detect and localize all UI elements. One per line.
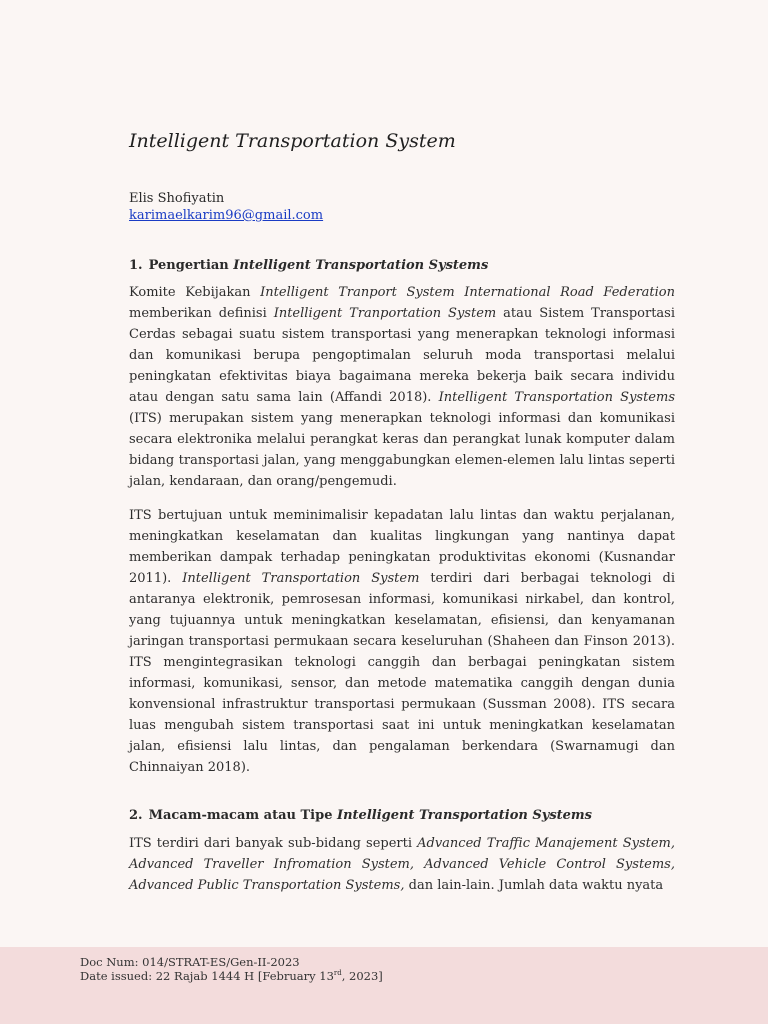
italic-run: Intelligent Tranportation System <box>273 306 497 321</box>
section-1-heading-text: Pengertian <box>148 258 234 273</box>
italic-run: Intelligent Tranport System International Road Federation <box>260 285 675 300</box>
section-1-paragraph-1 <box>129 282 675 492</box>
section-2-heading-italic: Intelligent Transportation Systems <box>337 808 592 823</box>
section-1-paragraph-2 <box>129 505 675 778</box>
doc-number: Doc Num: 014/STRAT-ES/Gen-II-2023 <box>80 955 300 969</box>
italic-run: Advanced Traffic Manajement System, Advanced Traveller Infromation System, Advanced Vehicle Control Systems, Advanced Public Transportation Systems, <box>129 836 675 893</box>
section-1-heading <box>129 258 488 273</box>
section-2-number: 2. <box>129 808 143 823</box>
text-run: dan lain-lain. Jumlah data waktu nyata <box>404 878 664 893</box>
date-issued-ordinal: rd <box>333 969 342 978</box>
section-1-number: 1. <box>129 258 143 273</box>
text-run: Komite Kebijakan <box>129 285 261 300</box>
section-2-paragraph-1 <box>129 833 675 896</box>
italic-run: Intelligent Transportation Systems <box>438 390 676 405</box>
date-issued <box>80 969 383 983</box>
text-run: atau Sistem Transportasi Cerdas sebagai suatu sistem transportasi yang menerapkan teknologi informasi dan komunikasi berupa pengoptimalan seluruh moda transportasi melalui peningkatan efektivitas biaya bagaimana mereka bekerja baik secara individu atau dengan satu sama lain (Affandi 2018). <box>129 306 676 405</box>
text-run: ITS bertujuan untuk meminimalisir kepadatan lalu lintas dan waktu perjalanan, meningkatkan keselamatan dan kualitas lingkungan yang nantinya dapat memberikan dampak terhadap peningkatan produktivitas ekonomi (Kusnandar 2011). <box>129 508 675 586</box>
date-issued-text: Date issued: 22 Rajab 1444 H [February 13 <box>80 969 334 983</box>
document-title: Intelligent Transportation System <box>129 130 456 152</box>
text-run: ITS terdiri dari banyak sub-bidang seperti <box>129 836 418 851</box>
document-footer <box>0 947 768 1024</box>
section-2-heading-text: Macam-macam atau Tipe <box>148 808 338 823</box>
section-2-heading <box>129 808 592 823</box>
text-run: terdiri dari berbagai teknologi di antaranya elektronik, pemrosesan informasi, komunikasi nirkabel, dan kontrol, yang tujuannya untuk meningkatkan keselamatan, efisiensi, dan kenyamanan jaringan transportasi permukaan secara keseluruhan (Shaheen dan Finson 2013). ITS mengintegrasikan teknologi canggih dan berbagai peningkatan sistem informasi, komunikasi, sensor, dan metode matematika canggih dengan dunia konvensional infrastruktur transportasi permukaan (Sussman 2008). ITS secara luas mengubah sistem transportasi saat ini untuk meningkatkan keselamatan jalan, efisiensi lalu lintas, dan pengalaman berkendara (Swarnamugi dan Chinnaiyan 2018). <box>129 571 675 775</box>
italic-run: Intelligent Transportation System <box>182 571 420 586</box>
date-issued-year: , 2023] <box>341 969 383 983</box>
text-run: memberikan definisi <box>129 306 274 321</box>
text-run: (ITS) merupakan sistem yang menerapkan teknologi informasi dan komunikasi secara elektronika melalui perangkat keras dan perangkat lunak komputer dalam bidang transportasi jalan, yang menggabungkan elemen-elemen lalu lintas seperti jalan, kendaraan, dan orang/pengemudi. <box>129 411 675 489</box>
author-name: Elis Shofiyatin <box>129 191 225 206</box>
author-email-link[interactable]: karimaelkarim96@gmail.com <box>129 208 324 223</box>
section-1-heading-italic: Intelligent Transportation Systems <box>233 258 489 273</box>
